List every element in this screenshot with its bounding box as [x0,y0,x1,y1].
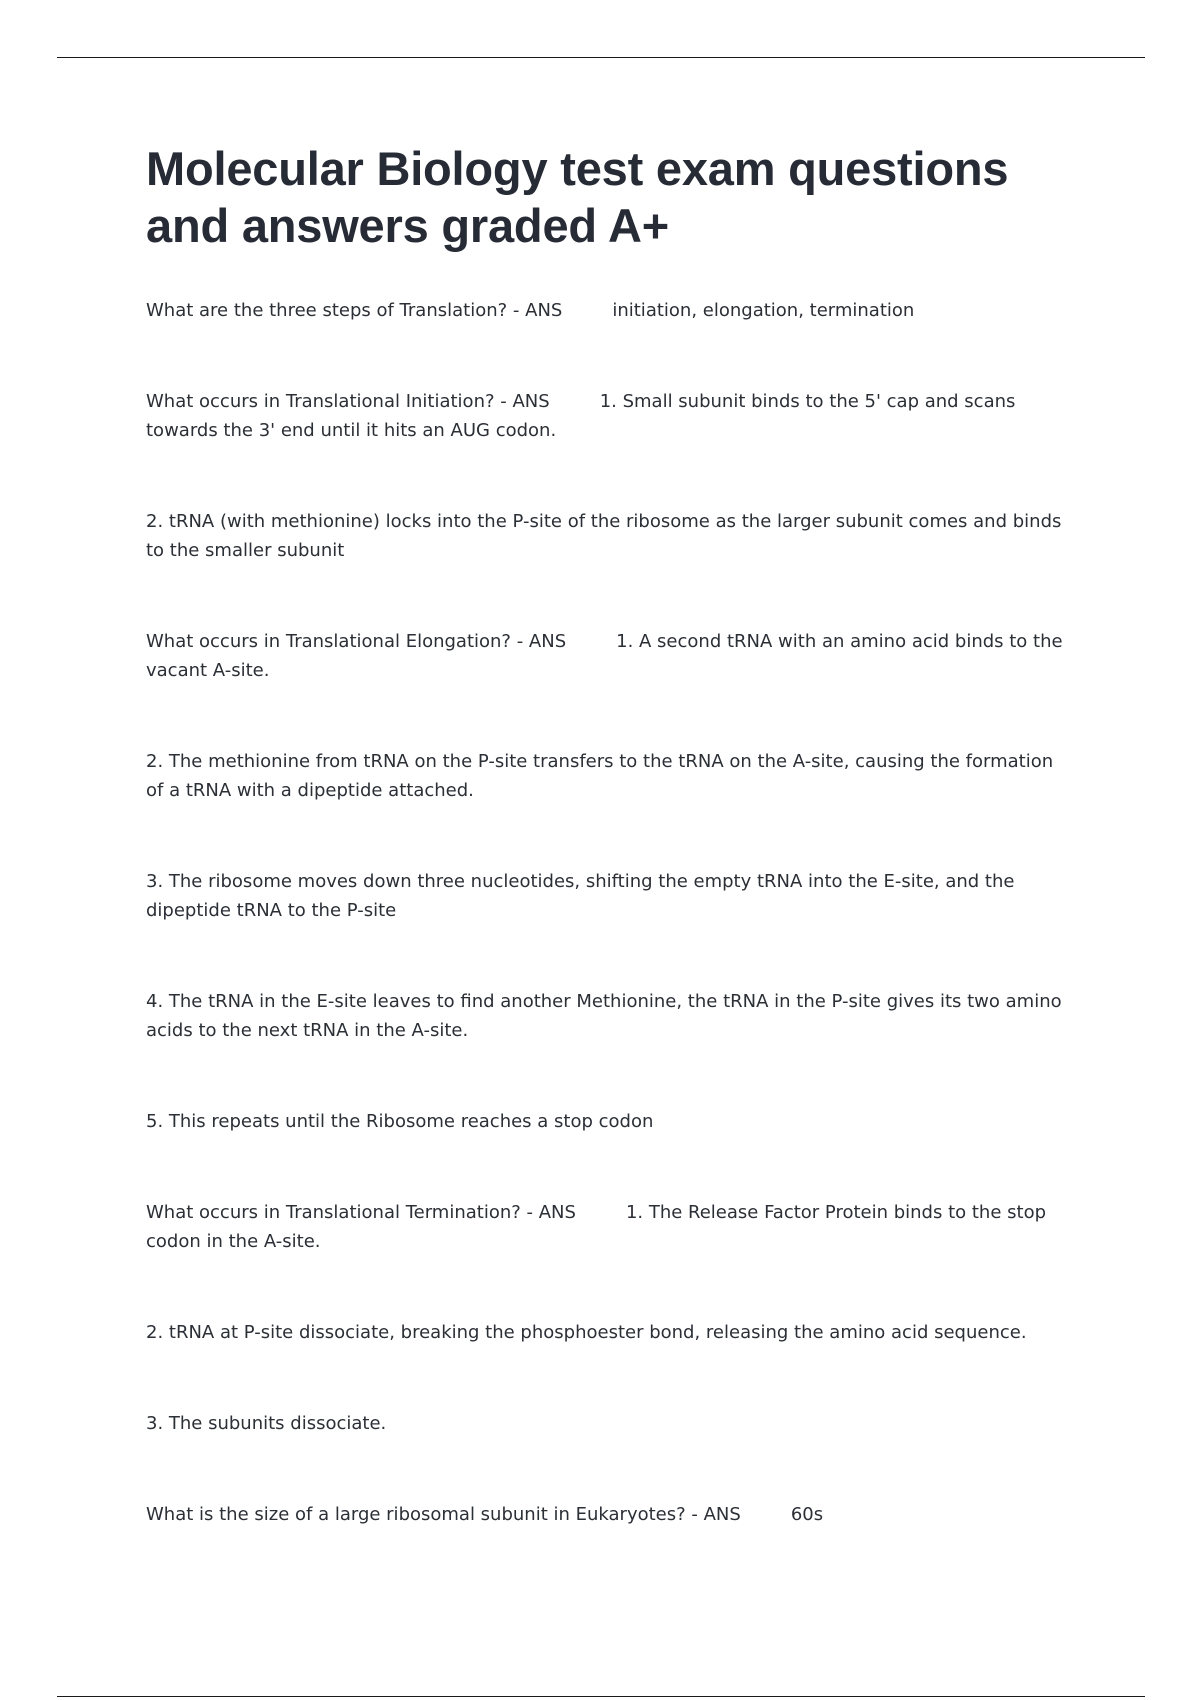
answer-continuation: 3. The ribosome moves down three nucleotides, shifting the empty tRNA into the E-site, and the dipeptide tRNA to the P-site [146,871,1015,921]
answer-continuation: 3. The subunits dissociate. [146,1413,387,1434]
question-text: What are the three steps of Translation? - ANS [146,300,563,321]
answer-text: 1. The Release Factor Protein binds to the stop codon in the A-site. [146,1202,1047,1252]
qa-item [146,296,1066,325]
answer-text: 1. A second tRNA with an amino acid binds to the vacant A-site. [146,631,1063,681]
answer-continuation: 5. This repeats until the Ribosome reaches a stop codon [146,1111,654,1132]
answer-continuation: 2. The methionine from tRNA on the P-site transfers to the tRNA on the A-site, causing the formation of a tRNA with a dipeptide attached. [146,751,1054,801]
top-rule [57,57,1145,58]
question-text: What occurs in Translational Termination? - ANS [146,1202,576,1223]
qa-item [146,627,1066,685]
answer-text: 60s [790,1504,824,1525]
document-title: Molecular Biology test exam questions and answers graded A+ [146,142,1009,252]
answer-continuation: 4. The tRNA in the E-site leaves to find another Methionine, the tRNA in the P-site gives its two amino acids to the next tRNA in the A-site. [146,991,1062,1041]
question-text: What occurs in Translational Initiation? - ANS [146,391,550,412]
answer-text: initiation, elongation, termination [612,300,915,321]
question-text: What occurs in Translational Elongation? - ANS [146,631,567,652]
answer-continuation: 2. tRNA at P-site dissociate, breaking the phosphoester bond, releasing the amino acid sequence. [146,1322,1027,1343]
answer-continuation: 2. tRNA (with methionine) locks into the P-site of the ribosome as the larger subunit comes and binds to the smaller subunit [146,511,1062,561]
qa-item [146,1500,1066,1529]
document-body [146,140,1066,1529]
qa-item [146,387,1066,445]
bottom-rule [57,1696,1145,1697]
answer-text: 1. Small subunit binds to the 5' cap and scans towards the 3' end until it hits an AUG codon. [146,391,1016,441]
qa-item [146,1198,1066,1256]
question-text: What is the size of a large ribosomal subunit in Eukaryotes? - ANS [146,1504,741,1525]
